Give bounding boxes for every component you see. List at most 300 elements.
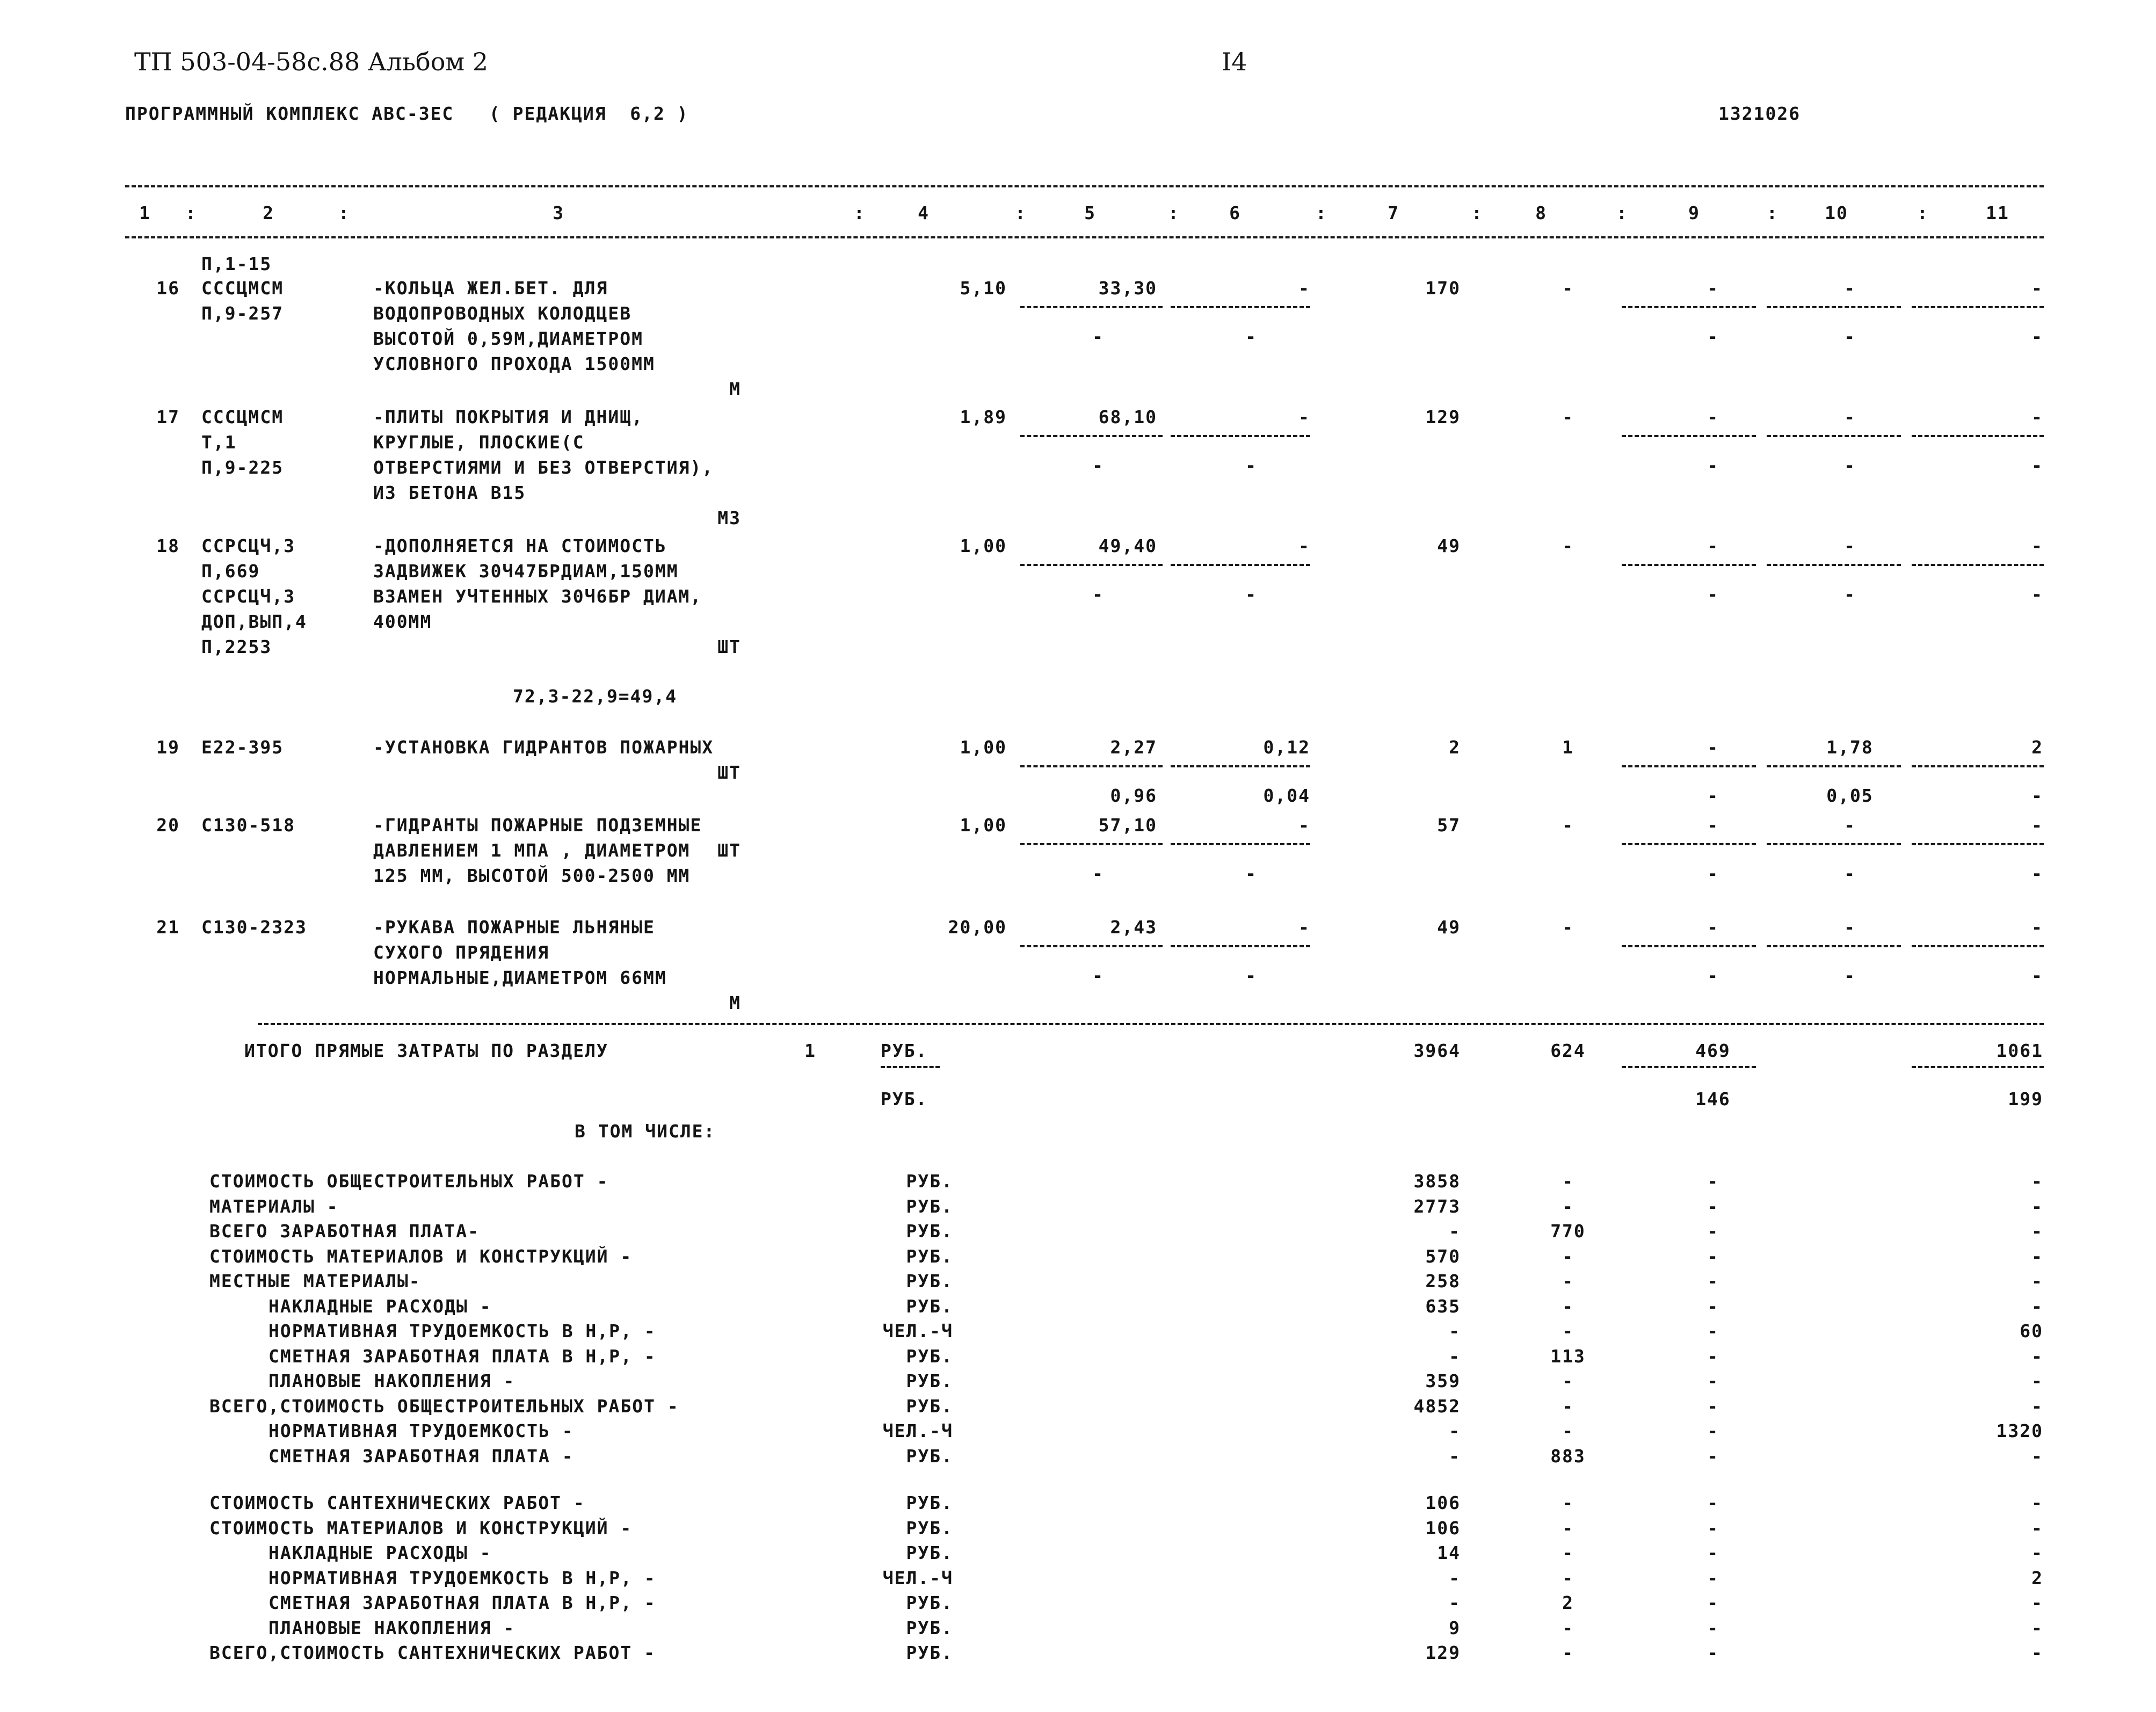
total-unit-sub: РУБ. — [881, 1089, 928, 1109]
plumbing-works-col7: - — [1449, 1592, 1461, 1613]
row-description: 400ММ — [373, 611, 432, 632]
general-works-col9: - — [1707, 1420, 1719, 1441]
cell-sub-rule — [1912, 306, 2044, 308]
cell-col9: - — [1707, 535, 1719, 556]
general-works-label: СМЕТНАЯ ЗАРАБОТНАЯ ПЛАТА - — [268, 1445, 574, 1467]
cell-sub-rule — [1622, 306, 1756, 308]
cell-total-cost: 129 — [1425, 407, 1461, 427]
plumbing-works-col8: - — [1562, 1567, 1574, 1588]
general-works-col8: 770 — [1550, 1221, 1586, 1242]
general-works-col7: 635 — [1425, 1295, 1461, 1317]
cell-col11-sub: - — [2031, 785, 2043, 806]
cell-col6: - — [1298, 278, 1310, 299]
general-works-col9: - — [1707, 1395, 1719, 1417]
row-number: 17 — [156, 407, 180, 427]
cell-sub-rule — [1912, 435, 2044, 437]
general-works-col8: - — [1562, 1370, 1574, 1391]
column-header-10: 10 — [1825, 202, 1848, 223]
cell-col9: - — [1707, 815, 1719, 836]
row-unit: М — [729, 379, 741, 400]
row-number: 18 — [156, 535, 180, 556]
general-works-unit: РУБ. — [906, 1245, 953, 1267]
plumbing-works-col7: 129 — [1425, 1642, 1461, 1663]
general-works-col8: - — [1562, 1295, 1574, 1317]
cell-sub-rule — [1622, 765, 1756, 767]
cell-unit-cost-sub: - — [1092, 326, 1104, 347]
cell-unit-cost: 33,30 — [1098, 278, 1157, 299]
cell-total-cost: 49 — [1437, 535, 1461, 556]
plumbing-works-unit: РУБ. — [906, 1517, 953, 1539]
row-code: СССЦМСМ — [201, 407, 284, 427]
general-works-col9: - — [1707, 1345, 1719, 1367]
cell-unit-cost-sub: 0,96 — [1110, 785, 1157, 806]
cell-col9-sub: - — [1707, 965, 1719, 986]
calculation-formula: 72,3-22,9=49,4 — [513, 686, 678, 707]
general-works-col11: - — [2031, 1171, 2043, 1192]
row-description: ОТВЕРСТИЯМИ И БЕЗ ОТВЕРСТИЯ), — [373, 457, 714, 478]
column-separator: : — [185, 202, 197, 223]
plumbing-works-col11: - — [2031, 1517, 2043, 1539]
cell-col6: - — [1298, 535, 1310, 556]
row-code: П,9-225 — [201, 457, 284, 478]
plumbing-works-col8: - — [1562, 1492, 1574, 1513]
cell-col10-sub: - — [1844, 584, 1856, 605]
plumbing-works-col9: - — [1707, 1592, 1719, 1613]
total-col8: 624 — [1550, 1040, 1586, 1061]
general-works-unit: РУБ. — [906, 1345, 953, 1367]
cell-quantity: 1,00 — [960, 815, 1007, 836]
plumbing-works-col9: - — [1707, 1642, 1719, 1663]
cell-unit-cost-sub: - — [1092, 965, 1104, 986]
total-label: ИТОГО ПРЯМЫЕ ЗАТРАТЫ ПО РАЗДЕЛУ — [244, 1040, 608, 1061]
total-unit: РУБ. — [881, 1040, 928, 1061]
general-works-col8: 883 — [1550, 1445, 1586, 1467]
plumbing-works-label: НОРМАТИВНАЯ ТРУДОЕМКОСТЬ В Н,Р, - — [268, 1567, 656, 1588]
cell-col11: 2 — [2031, 737, 2043, 758]
row-description: ЗАДВИЖЕК 30Ч47БРДИАМ,150ММ — [373, 561, 679, 582]
general-works-col7: - — [1449, 1221, 1461, 1242]
row-unit: ШТ — [717, 840, 741, 861]
general-works-col8: - — [1562, 1271, 1574, 1292]
row-unit: М3 — [717, 507, 741, 528]
cell-col10: 1,78 — [1826, 737, 1874, 758]
cell-col8: - — [1562, 278, 1574, 299]
general-works-col8: - — [1562, 1395, 1574, 1417]
general-works-unit: РУБ. — [906, 1271, 953, 1292]
general-works-col8: 113 — [1550, 1345, 1586, 1367]
row-description: ВОДОПРОВОДНЫХ КОЛОДЦЕВ — [373, 303, 632, 324]
general-works-col8: - — [1562, 1171, 1574, 1192]
cell-col8: - — [1562, 535, 1574, 556]
column-header-11: 11 — [1986, 202, 2009, 223]
general-works-col11: - — [2031, 1221, 2043, 1242]
general-works-unit: РУБ. — [906, 1295, 953, 1317]
total-col9: 469 — [1695, 1040, 1731, 1061]
row-code: С130-2323 — [201, 917, 307, 938]
total-sub-rule — [1912, 1066, 2044, 1068]
row-description: СУХОГО ПРЯДЕНИЯ — [373, 942, 550, 963]
cell-col6-sub: - — [1245, 965, 1257, 986]
cell-col10-sub: - — [1844, 965, 1856, 986]
general-works-col7: 570 — [1425, 1245, 1461, 1267]
general-works-col7: 3858 — [1413, 1171, 1461, 1192]
row-description: НОРМАЛЬНЫЕ,ДИАМЕТРОМ 66ММ — [373, 967, 667, 988]
cell-sub-rule — [1171, 843, 1310, 845]
row-description: ВЗАМЕН УЧТЕННЫХ 30Ч6БР ДИАМ, — [373, 586, 702, 607]
cell-sub-rule — [1912, 765, 2044, 767]
general-works-label: НОРМАТИВНАЯ ТРУДОЕМКОСТЬ - — [268, 1420, 574, 1441]
column-separator: : — [1471, 202, 1483, 223]
column-separator: : — [1015, 202, 1027, 223]
general-works-label: МАТЕРИАЛЫ - — [209, 1195, 339, 1217]
cell-col9: - — [1707, 737, 1719, 758]
cell-sub-rule — [1171, 765, 1310, 767]
cell-sub-rule — [1912, 945, 2044, 947]
cell-col9: - — [1707, 407, 1719, 427]
plumbing-works-col8: - — [1562, 1617, 1574, 1638]
general-works-col11: - — [2031, 1445, 2043, 1467]
plumbing-works-unit: РУБ. — [906, 1617, 953, 1638]
cell-total-cost: 170 — [1425, 278, 1461, 299]
cell-col11-sub: - — [2031, 455, 2043, 476]
cell-col9: - — [1707, 917, 1719, 938]
cell-unit-cost: 49,40 — [1098, 535, 1157, 556]
document-reference: ТП 503-04-58с.88 Альбом 2 — [134, 47, 489, 76]
cell-total-cost: 49 — [1437, 917, 1461, 938]
cell-col10: - — [1844, 278, 1856, 299]
general-works-label: ВСЕГО ЗАРАБОТНАЯ ПЛАТА- — [209, 1221, 480, 1242]
row-code: П,2253 — [201, 636, 272, 657]
general-works-label: НОРМАТИВНАЯ ТРУДОЕМКОСТЬ В Н,Р, - — [268, 1321, 656, 1341]
row-description: 125 ММ, ВЫСОТОЙ 500-2500 ММ — [373, 865, 691, 886]
row-number: 20 — [156, 815, 180, 836]
general-works-unit: РУБ. — [906, 1370, 953, 1391]
cell-sub-rule — [1020, 306, 1163, 308]
general-works-col7: 2773 — [1413, 1195, 1461, 1217]
program-title: ПРОГРАММНЫЙ КОМПЛЕКС АВС-3ЕС ( РЕДАКЦИЯ 6,2 ) — [125, 103, 689, 124]
unit-sub-rule — [881, 1066, 940, 1068]
cell-sub-rule — [1020, 435, 1163, 437]
page-number: I4 — [1222, 47, 1247, 76]
column-separator: : — [854, 202, 866, 223]
cell-col8: 1 — [1562, 737, 1574, 758]
plumbing-works-col9: - — [1707, 1492, 1719, 1513]
row-code: ССРСЦЧ,3 — [201, 535, 295, 556]
cell-col11: - — [2031, 535, 2043, 556]
row-description: ИЗ БЕТОНА В15 — [373, 482, 526, 503]
plumbing-works-label: ПЛАНОВЫЕ НАКОПЛЕНИЯ - — [268, 1617, 516, 1638]
general-works-col9: - — [1707, 1271, 1719, 1292]
general-works-col9: - — [1707, 1195, 1719, 1217]
general-works-col11: - — [2031, 1395, 2043, 1417]
general-works-col8: - — [1562, 1321, 1574, 1341]
general-works-unit: РУБ. — [906, 1395, 953, 1417]
cell-unit-cost: 2,27 — [1110, 737, 1157, 758]
column-separator: : — [338, 202, 350, 223]
general-works-unit: ЧЕЛ.-Ч — [882, 1420, 953, 1441]
cell-quantity: 5,10 — [960, 278, 1007, 299]
cell-col10-sub: 0,05 — [1826, 785, 1874, 806]
row-code: ДОП,ВЫП,4 — [201, 611, 307, 632]
including-heading: В ТОМ ЧИСЛЕ: — [575, 1121, 716, 1142]
cell-col11: - — [2031, 407, 2043, 427]
total-col9-sub: 146 — [1695, 1089, 1731, 1109]
general-works-col8: - — [1562, 1195, 1574, 1217]
column-header-8: 8 — [1535, 202, 1547, 223]
cell-quantity: 20,00 — [948, 917, 1007, 938]
column-separator: : — [1168, 202, 1180, 223]
cell-col9-sub: - — [1707, 455, 1719, 476]
plumbing-works-label: СТОИМОСТЬ САНТЕХНИЧЕСКИХ РАБОТ - — [209, 1492, 585, 1513]
general-works-col11: 60 — [2020, 1321, 2043, 1341]
cell-col9-sub: - — [1707, 584, 1719, 605]
cell-col10: - — [1844, 815, 1856, 836]
column-header-2: 2 — [263, 202, 274, 223]
cell-sub-rule — [1020, 945, 1163, 947]
general-works-col7: 4852 — [1413, 1395, 1461, 1417]
row-code: СССЦМСМ — [201, 278, 284, 299]
cell-col9: - — [1707, 278, 1719, 299]
cell-col8: - — [1562, 917, 1574, 938]
general-works-label: МЕСТНЫЕ МАТЕРИАЛЫ- — [209, 1271, 421, 1292]
row-code: Т,1 — [201, 432, 237, 453]
row-number: 16 — [156, 278, 180, 299]
total-sub-rule — [1622, 1066, 1756, 1068]
general-works-col11: - — [2031, 1245, 2043, 1267]
total-col11: 1061 — [1996, 1040, 2043, 1061]
cell-sub-rule — [1171, 435, 1310, 437]
cell-sub-rule — [1171, 945, 1310, 947]
general-works-unit: РУБ. — [906, 1195, 953, 1217]
cell-sub-rule — [1767, 306, 1901, 308]
cell-col10: - — [1844, 535, 1856, 556]
row-unit: М — [729, 992, 741, 1013]
general-works-col11: - — [2031, 1345, 2043, 1367]
cell-sub-rule — [1767, 564, 1901, 566]
column-header-3: 3 — [553, 202, 564, 223]
general-works-label: СМЕТНАЯ ЗАРАБОТНАЯ ПЛАТА В Н,Р, - — [268, 1345, 656, 1367]
general-works-col9: - — [1707, 1171, 1719, 1192]
plumbing-works-unit: РУБ. — [906, 1492, 953, 1513]
cell-sub-rule — [1171, 564, 1310, 566]
plumbing-works-col7: 106 — [1425, 1492, 1461, 1513]
plumbing-works-unit: РУБ. — [906, 1542, 953, 1563]
row-description: КРУГЛЫЕ, ПЛОСКИЕ(С — [373, 432, 585, 453]
total-section-number: 1 — [804, 1040, 816, 1061]
row-description: -КОЛЬЦА ЖЕЛ.БЕТ. ДЛЯ — [373, 278, 608, 299]
cell-col6-sub: - — [1245, 584, 1257, 605]
general-works-label: СТОИМОСТЬ МАТЕРИАЛОВ И КОНСТРУКЦИЙ - — [209, 1245, 633, 1267]
cell-col6-sub: - — [1245, 455, 1257, 476]
cell-unit-cost-sub: - — [1092, 863, 1104, 884]
column-separator: : — [1767, 202, 1778, 223]
general-works-col7: - — [1449, 1321, 1461, 1341]
cell-quantity: 1,00 — [960, 737, 1007, 758]
plumbing-works-col8: 2 — [1562, 1592, 1574, 1613]
cell-unit-cost-sub: - — [1092, 455, 1104, 476]
general-works-col9: - — [1707, 1295, 1719, 1317]
general-works-col9: - — [1707, 1370, 1719, 1391]
row-number: 21 — [156, 917, 180, 938]
plumbing-works-label: НАКЛАДНЫЕ РАСХОДЫ - — [268, 1542, 492, 1563]
general-works-col11: - — [2031, 1370, 2043, 1391]
plumbing-works-col8: - — [1562, 1642, 1574, 1663]
column-separator: : — [1316, 202, 1327, 223]
cell-col10-sub: - — [1844, 326, 1856, 347]
plumbing-works-col8: - — [1562, 1517, 1574, 1539]
general-works-unit: РУБ. — [906, 1221, 953, 1242]
general-works-col11: - — [2031, 1195, 2043, 1217]
cell-quantity: 1,00 — [960, 535, 1007, 556]
column-separator: : — [1616, 202, 1628, 223]
plumbing-works-col7: - — [1449, 1567, 1461, 1588]
general-works-col7: - — [1449, 1445, 1461, 1467]
cell-sub-rule — [1767, 435, 1901, 437]
cell-col6-sub: - — [1245, 326, 1257, 347]
plumbing-works-col11: - — [2031, 1542, 2043, 1563]
general-works-col7: 258 — [1425, 1271, 1461, 1292]
cell-col10-sub: - — [1844, 455, 1856, 476]
plumbing-works-unit: ЧЕЛ.-Ч — [882, 1567, 953, 1588]
cell-col6: 0,12 — [1263, 737, 1310, 758]
column-header-6: 6 — [1229, 202, 1241, 223]
cell-unit-cost: 2,43 — [1110, 917, 1157, 938]
total-col7: 3964 — [1413, 1040, 1461, 1061]
cell-unit-cost-sub: - — [1092, 584, 1104, 605]
cell-col6-sub: 0,04 — [1263, 785, 1310, 806]
cell-col10-sub: - — [1844, 863, 1856, 884]
row-description: ВЫСОТОЙ 0,59М,ДИАМЕТРОМ — [373, 328, 643, 349]
plumbing-works-col9: - — [1707, 1542, 1719, 1563]
cell-total-cost: 2 — [1449, 737, 1461, 758]
row-unit: ШТ — [717, 636, 741, 657]
plumbing-works-label: СТОИМОСТЬ МАТЕРИАЛОВ И КОНСТРУКЦИЙ - — [209, 1517, 633, 1539]
row-code: П,669 — [201, 561, 260, 582]
row-description: ДАВЛЕНИЕМ 1 МПА , ДИАМЕТРОМ — [373, 840, 691, 861]
row-description: -ГИДРАНТЫ ПОЖАРНЫЕ ПОДЗЕМНЫЕ — [373, 815, 702, 836]
cell-sub-rule — [1767, 945, 1901, 947]
general-works-unit: ЧЕЛ.-Ч — [882, 1321, 953, 1341]
general-works-col9: - — [1707, 1445, 1719, 1467]
general-works-col7: - — [1449, 1345, 1461, 1367]
cell-col11: - — [2031, 815, 2043, 836]
row-unit: ШТ — [717, 762, 741, 783]
row-description: -РУКАВА ПОЖАРНЫЕ ЛЬНЯНЫЕ — [373, 917, 655, 938]
plumbing-works-col11: - — [2031, 1617, 2043, 1638]
row-code: Е22-395 — [201, 737, 284, 758]
general-works-label: ВСЕГО,СТОИМОСТЬ ОБЩЕСТРОИТЕЛЬНЫХ РАБОТ - — [209, 1395, 679, 1417]
row-code: С130-518 — [201, 815, 295, 836]
cell-col11: - — [2031, 278, 2043, 299]
cell-col11-sub: - — [2031, 326, 2043, 347]
column-header-5: 5 — [1084, 202, 1096, 223]
plumbing-works-col8: - — [1562, 1542, 1574, 1563]
plumbing-works-unit: РУБ. — [906, 1642, 953, 1663]
cell-col6: - — [1298, 407, 1310, 427]
general-works-col11: 1320 — [1996, 1420, 2043, 1441]
cell-sub-rule — [1912, 564, 2044, 566]
cell-sub-rule — [1020, 843, 1163, 845]
plumbing-works-col9: - — [1707, 1567, 1719, 1588]
column-header-7: 7 — [1388, 202, 1399, 223]
general-works-col7: 359 — [1425, 1370, 1461, 1391]
general-works-col11: - — [2031, 1271, 2043, 1292]
cell-quantity: 1,89 — [960, 407, 1007, 427]
cell-sub-rule — [1622, 843, 1756, 845]
plumbing-works-unit: РУБ. — [906, 1592, 953, 1613]
continuation-code: П,1-15 — [201, 253, 272, 274]
cell-col6: - — [1298, 917, 1310, 938]
plumbing-works-col9: - — [1707, 1617, 1719, 1638]
plumbing-works-col7: 14 — [1437, 1542, 1461, 1563]
column-header-9: 9 — [1688, 202, 1700, 223]
plumbing-works-label: СМЕТНАЯ ЗАРАБОТНАЯ ПЛАТА В Н,Р, - — [268, 1592, 656, 1613]
cell-sub-rule — [1171, 306, 1310, 308]
cell-col9-sub: - — [1707, 326, 1719, 347]
plumbing-works-col11: - — [2031, 1642, 2043, 1663]
plumbing-works-col11: - — [2031, 1592, 2043, 1613]
cell-sub-rule — [1912, 843, 2044, 845]
general-works-unit: РУБ. — [906, 1171, 953, 1192]
plumbing-works-col7: 106 — [1425, 1517, 1461, 1539]
row-code: ССРСЦЧ,3 — [201, 586, 295, 607]
cell-col10: - — [1844, 917, 1856, 938]
general-works-unit: РУБ. — [906, 1445, 953, 1467]
row-number: 19 — [156, 737, 180, 758]
cell-col11-sub: - — [2031, 863, 2043, 884]
general-works-col9: - — [1707, 1221, 1719, 1242]
plumbing-works-col7: 9 — [1449, 1617, 1461, 1638]
cell-total-cost: 57 — [1437, 815, 1461, 836]
row-code: П,9-257 — [201, 303, 284, 324]
cell-col6: - — [1298, 815, 1310, 836]
table-header-rule — [125, 236, 2044, 238]
row-description: -ДОПОЛНЯЕТСЯ НА СТОИМОСТЬ — [373, 535, 667, 556]
document-code: 1321026 — [1718, 103, 1801, 124]
plumbing-works-col11: - — [2031, 1492, 2043, 1513]
row-description: УСЛОВНОГО ПРОХОДА 1500ММ — [373, 353, 655, 374]
general-works-col11: - — [2031, 1295, 2043, 1317]
general-works-label: СТОИМОСТЬ ОБЩЕСТРОИТЕЛЬНЫХ РАБОТ - — [209, 1171, 609, 1192]
cell-sub-rule — [1767, 765, 1901, 767]
cell-col8: - — [1562, 407, 1574, 427]
cell-unit-cost: 57,10 — [1098, 815, 1157, 836]
cell-col11: - — [2031, 917, 2043, 938]
column-separator: : — [1917, 202, 1929, 223]
plumbing-works-col11: 2 — [2031, 1567, 2043, 1588]
cell-col11-sub: - — [2031, 965, 2043, 986]
column-header-4: 4 — [918, 202, 930, 223]
cell-col11-sub: - — [2031, 584, 2043, 605]
cell-sub-rule — [1020, 564, 1163, 566]
cell-col9-sub: - — [1707, 863, 1719, 884]
cell-sub-rule — [1767, 843, 1901, 845]
total-rule — [258, 1023, 2044, 1025]
general-works-col7: - — [1449, 1420, 1461, 1441]
cell-sub-rule — [1622, 945, 1756, 947]
general-works-label: ПЛАНОВЫЕ НАКОПЛЕНИЯ - — [268, 1370, 516, 1391]
row-description: -ПЛИТЫ ПОКРЫТИЯ И ДНИЩ, — [373, 407, 643, 427]
total-col11-sub: 199 — [2008, 1089, 2043, 1109]
cell-col10: - — [1844, 407, 1856, 427]
row-description: -УСТАНОВКА ГИДРАНТОВ ПОЖАРНЫХ — [373, 737, 714, 758]
cell-sub-rule — [1622, 564, 1756, 566]
general-works-col8: - — [1562, 1245, 1574, 1267]
table-top-rule — [125, 185, 2044, 187]
cell-col8: - — [1562, 815, 1574, 836]
general-works-label: НАКЛАДНЫЕ РАСХОДЫ - — [268, 1295, 492, 1317]
plumbing-works-label: ВСЕГО,СТОИМОСТЬ САНТЕХНИЧЕСКИХ РАБОТ - — [209, 1642, 656, 1663]
